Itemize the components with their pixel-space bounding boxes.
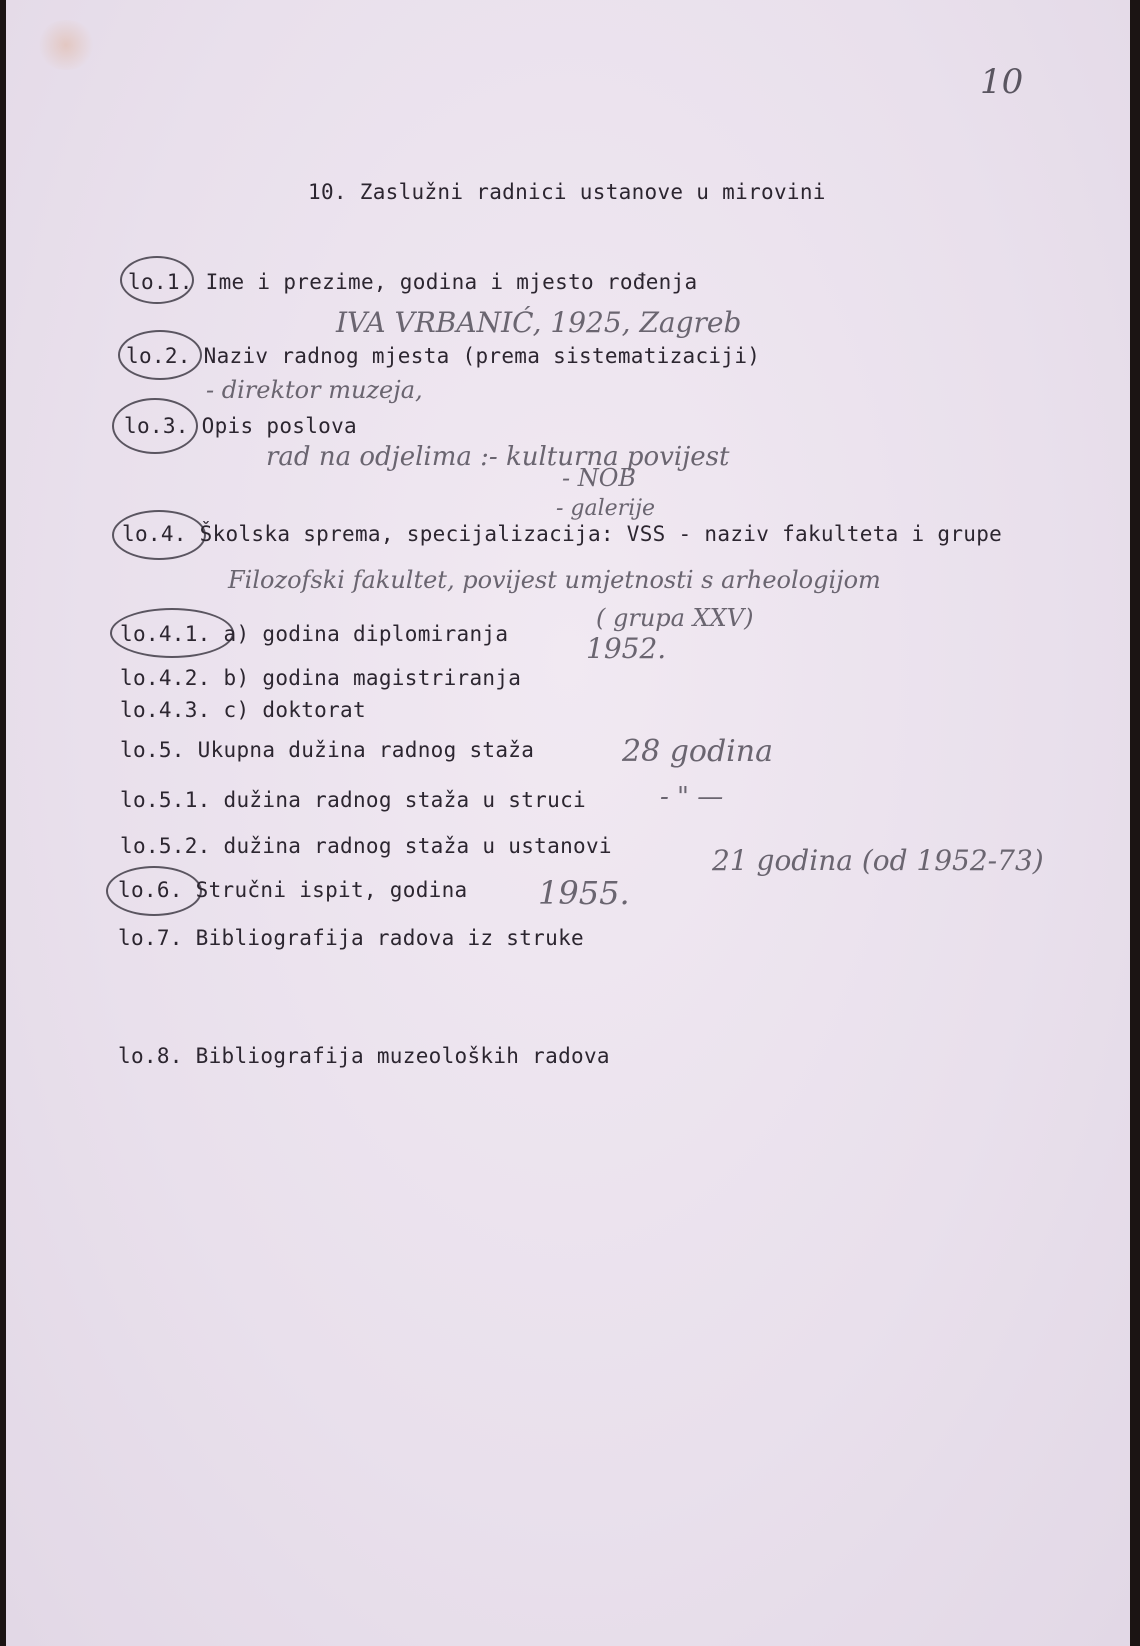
list-item: lo.3. Opis poslova	[124, 414, 357, 438]
list-item: lo.2. Naziv radnog mjesta (prema sistematizaciji)	[126, 344, 761, 368]
handwritten-faculty: ( grupa XXV)	[596, 604, 754, 632]
list-item: lo.6. Stručni ispit, godina	[118, 878, 468, 902]
handwritten-duties: - galerije	[556, 496, 656, 521]
list-item: lo.5.1. dužina radnog staža u struci	[120, 788, 586, 812]
handwritten-name: IVA VRBANIĆ, 1925, Zagreb	[336, 306, 742, 339]
list-item: lo.5. Ukupna dužina radnog staža	[120, 738, 535, 762]
list-item: lo.1. Ime i prezime, godina i mjesto rođenja	[128, 270, 698, 294]
handwritten-duties: - NOB	[562, 464, 637, 492]
list-item: lo.4.2. b) godina magistriranja	[120, 666, 522, 690]
handwritten-faculty: Filozofski fakultet, povijest umjetnosti s arheologijom	[228, 566, 881, 594]
page-number: 10	[980, 62, 1024, 102]
list-item: lo.4.3. c) doktorat	[120, 698, 366, 722]
list-item: lo.7. Bibliografija radova iz struke	[118, 926, 584, 950]
handwritten-duties: rad na odjelima :- kulturna povijest	[266, 442, 730, 472]
paper-stain	[36, 20, 96, 70]
handwritten-position: - direktor muzeja,	[206, 376, 423, 404]
list-item: lo.4.1. a) godina diplomiranja	[120, 622, 509, 646]
handwritten-service-field: - " —	[660, 782, 724, 812]
handwritten-graduation-year: 1952.	[586, 632, 667, 665]
handwritten-total-service: 28 godina	[622, 734, 773, 769]
list-item: lo.4. Školska sprema, specijalizacija: VSS - naziv fakulteta i grupe	[122, 522, 1003, 546]
document-page	[6, 0, 1130, 1646]
page-title: 10. Zaslužni radnici ustanove u mirovini	[308, 180, 826, 204]
handwritten-service-institution: 21 godina (od 1952-73)	[712, 844, 1044, 877]
handwritten-exam-year: 1955.	[538, 874, 630, 912]
list-item: lo.5.2. dužina radnog staža u ustanovi	[120, 834, 612, 858]
list-item: lo.8. Bibliografija muzeoloških radova	[118, 1044, 610, 1068]
